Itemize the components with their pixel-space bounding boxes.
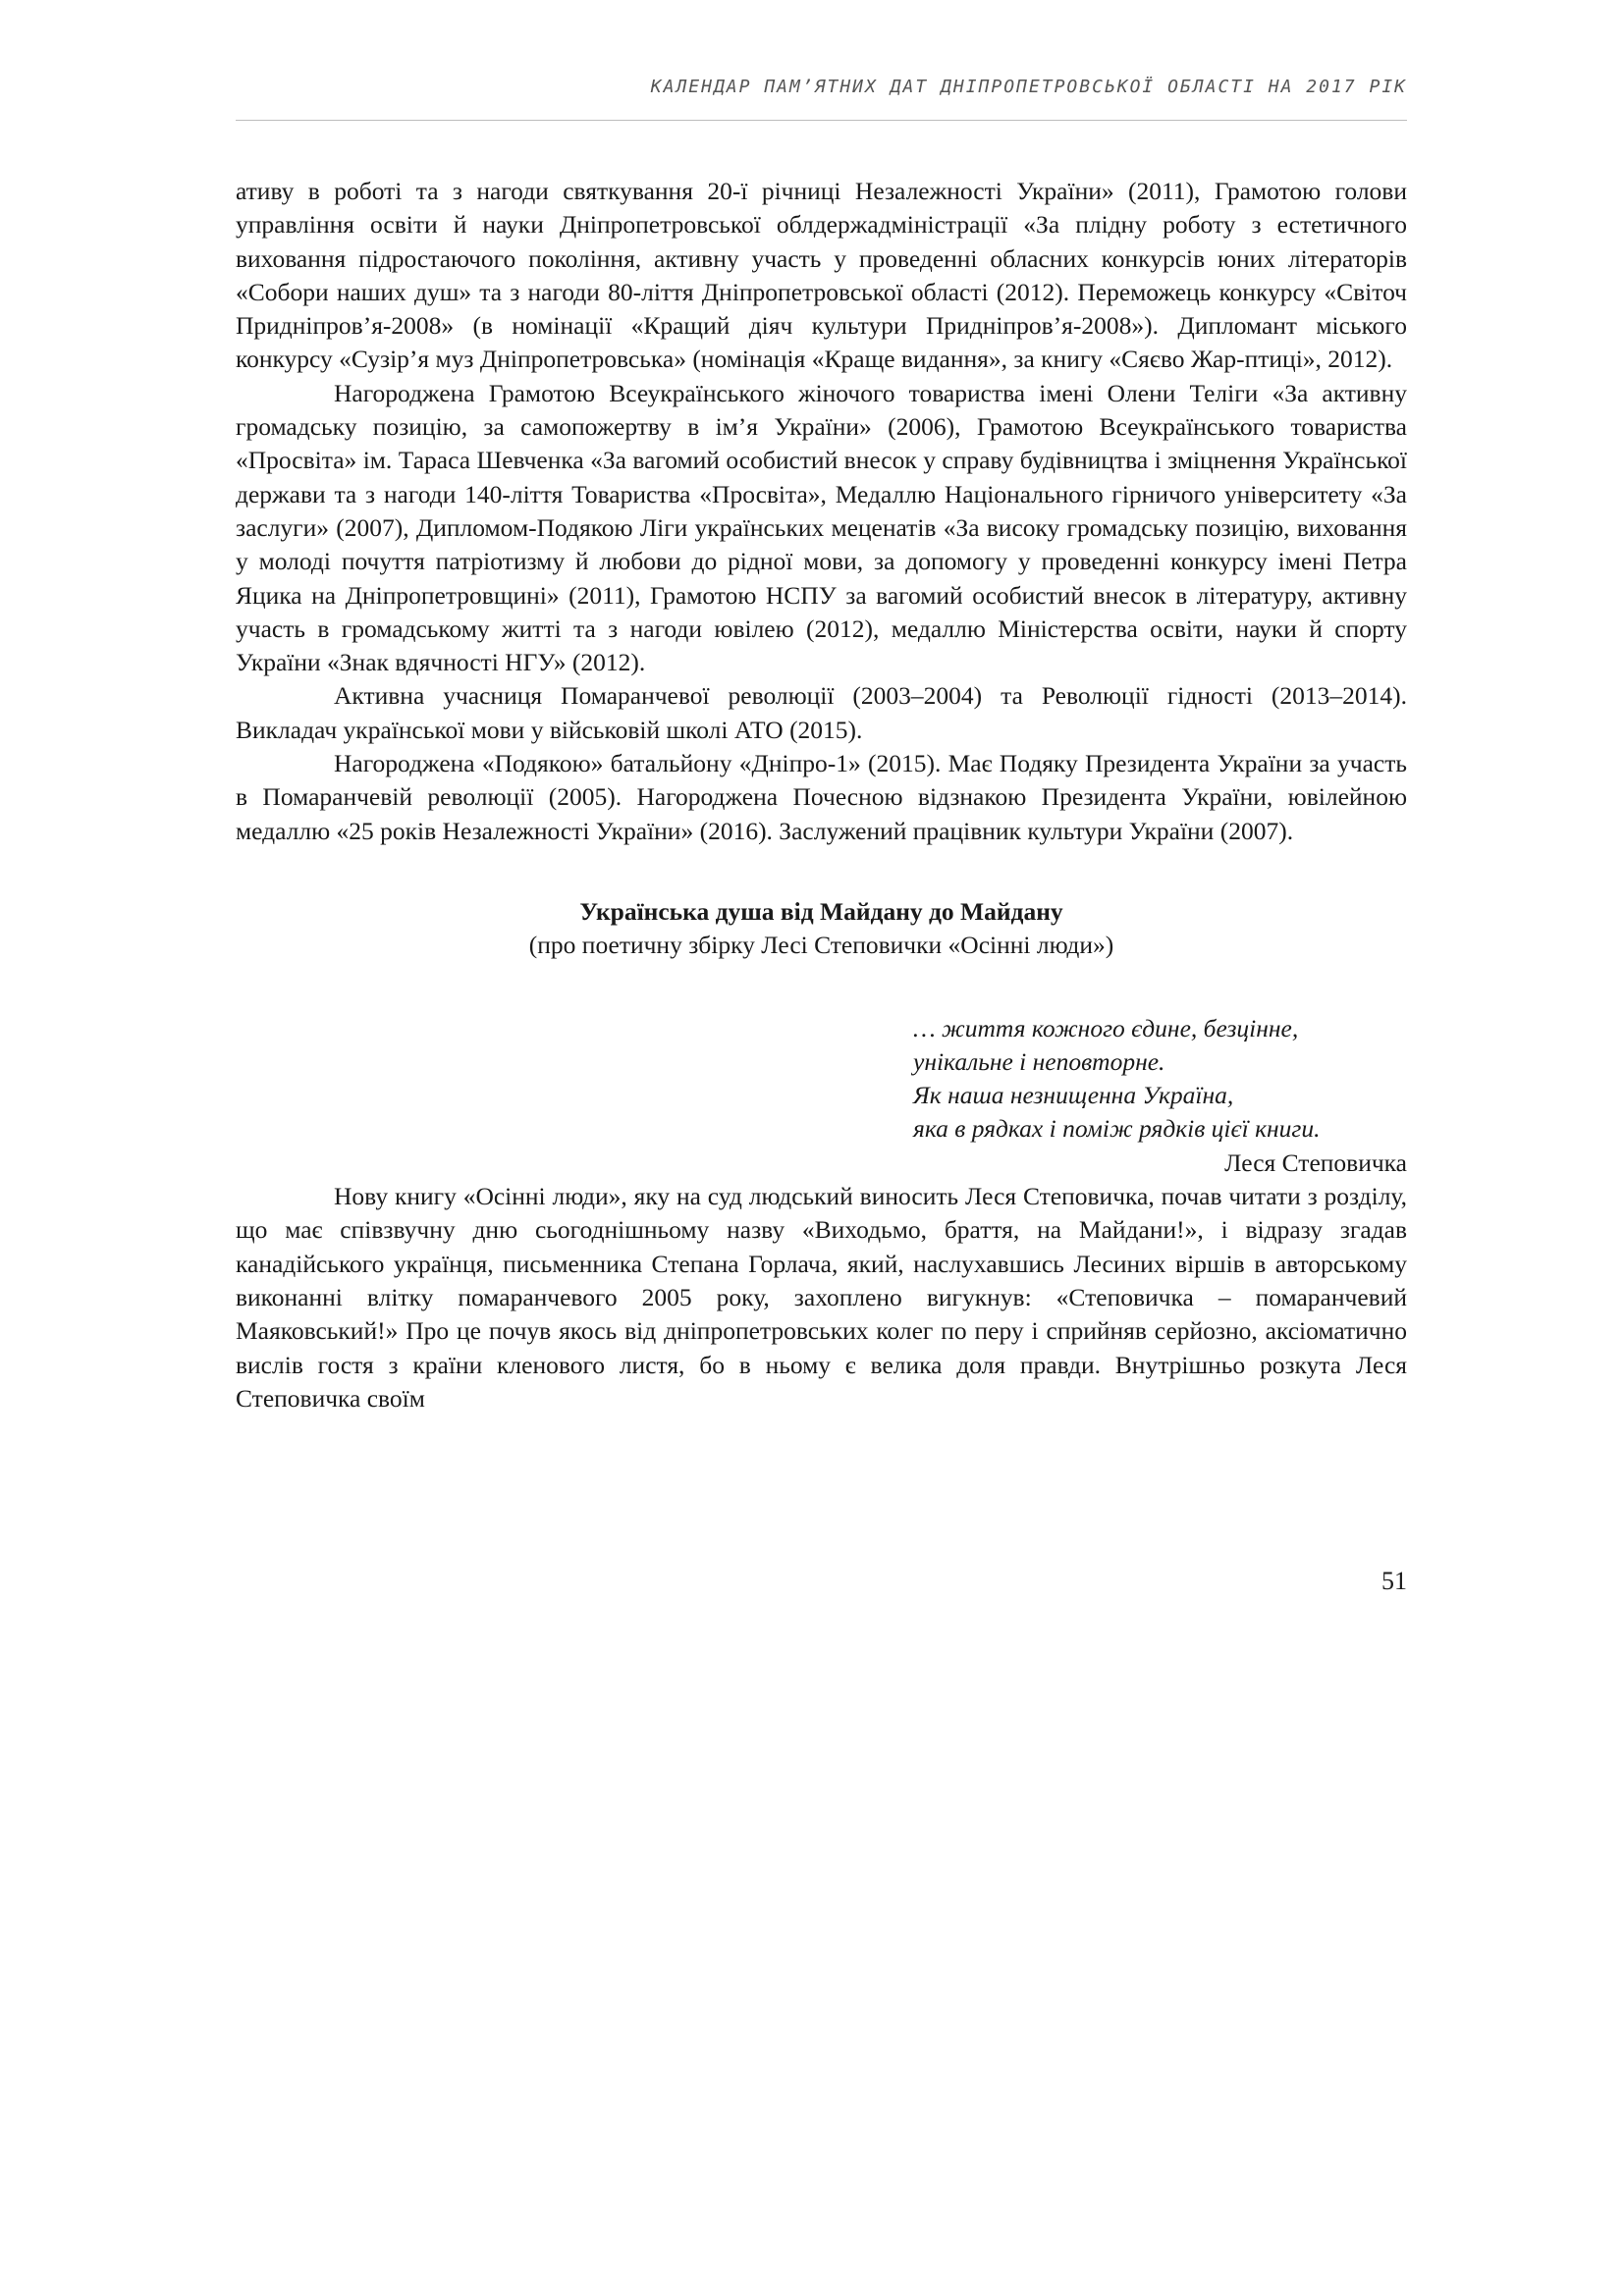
- page-number: 51: [1381, 1567, 1407, 1595]
- article-body-paragraph: Нову книгу «Осінні люди», яку на суд людський виносить Леся Степовичка, почав читати з розділу, що має співзвучну дню сьогоднішньому назву «Виходьмо, браття, на Майдани!», і відразу згадав канадійського українця, письменника Степана Горлача, який, наслухавшись Лесиних віршів в авторському виконанні влітку помаранчевого 2005 року, захоплено вигукнув: «Степовичка – помаранчевий Маяковський!» Про це почув якось від дніпропетровських колег по перу і сприйняв серйозно, аксіоматично вислів гостя з країни кленового листя, бо в ньому є велика доля правди. Внутрішньо розкута Леся Степовичка своїм: [236, 1182, 1407, 1413]
- paragraph-continued: ативу в роботі та з нагоди святкування 20-ї річниці Незалежності України» (2011), Грамотою голови управління освіти й науки Дніпропетровської облдержадміністрації «За плідну роботу з естетичного виховання підростаючого покоління, активну участь у проведенні обласних конкурсів юних літераторів «Собори наших душ» та з нагоди 80-ліття Дніпропетровської області (2012). Переможець конкурсу «Світоч Придніпров’я-2008» (в номінації «Кращий діяч культури Придніпров’я-2008»). Дипломант міського конкурсу «Сузір’я муз Дніпропетровська» (номінація «Краще видання», за книгу «Сяєво Жар-птиці», 2012).: [236, 177, 1407, 374]
- epigraph-line: яка в рядках і поміж рядків цієї книги.: [913, 1114, 1321, 1144]
- epigraph-author: Леся Степовичка: [1224, 1148, 1407, 1177]
- page-content: [236, 175, 1407, 1415]
- header-divider: [236, 120, 1407, 121]
- paragraph-revolution: Активна учасниця Помаранчевої революції (2003–2004) та Революції гідності (2013–2014). Викладач української мови у військовій школі АТО (2015).: [236, 681, 1407, 744]
- epigraph-line: Як наша незнищенна Україна,: [913, 1081, 1234, 1110]
- section-title: Українська душа від Майдану до Майдану: [579, 896, 1063, 926]
- epigraph-line: унікальне і неповторне.: [913, 1046, 1165, 1076]
- paragraph-awards: Нагороджена Грамотою Всеукраїнського жіночого товариства імені Олени Теліги «За активну громадську позицію, за самопожертву в ім’я України» (2006), Грамотою Всеукраїнського товариства «Просвіта» ім. Тараса Шевченка «За вагомий особистий внесок у справу будівництва і зміцнення Української держави та з нагоди 140-ліття Товариства «Просвіта», Медаллю Національного гірничого університету «За заслуги» (2007), Дипломом-Подякою Ліги українських меценатів «За високу громадську позицію, виховання у молоді почуття патріотизму й любови до рідної мови, за допомогу у проведенні конкурсу імені Петра Яцика на Дніпропетровщині» (2011), Грамотою НСПУ за вагомий особистий внесок в літературу, активну участь в громадському житті та з нагоди ювілею (2012), медаллю Міністерства освіти, науки й спорту України «Знак вдячності НГУ» (2012).: [236, 378, 1407, 677]
- running-header: КАЛЕНДАР ПАМ’ЯТНИХ ДАТ ДНІПРОПЕТРОВСЬКОЇ ОБЛАСТІ НА 2017 РІК: [650, 77, 1407, 97]
- epigraph: [913, 1012, 1407, 1180]
- epigraph-line: … життя кожного єдине, безцінне,: [913, 1013, 1299, 1042]
- paragraph-honors: Нагороджена «Подякою» батальйону «Дніпро-1» (2015). Має Подяку Президента України за участь в Помаранчевій революції (2005). Нагороджена Почесною відзнакою Президента України, ювілейною медаллю «25 років Незалежності України» (2016). Заслужений працівник культури України (2007).: [236, 749, 1407, 845]
- section-subtitle: (про поетичну збірку Лесі Степовички «Осінні люди»): [528, 931, 1114, 960]
